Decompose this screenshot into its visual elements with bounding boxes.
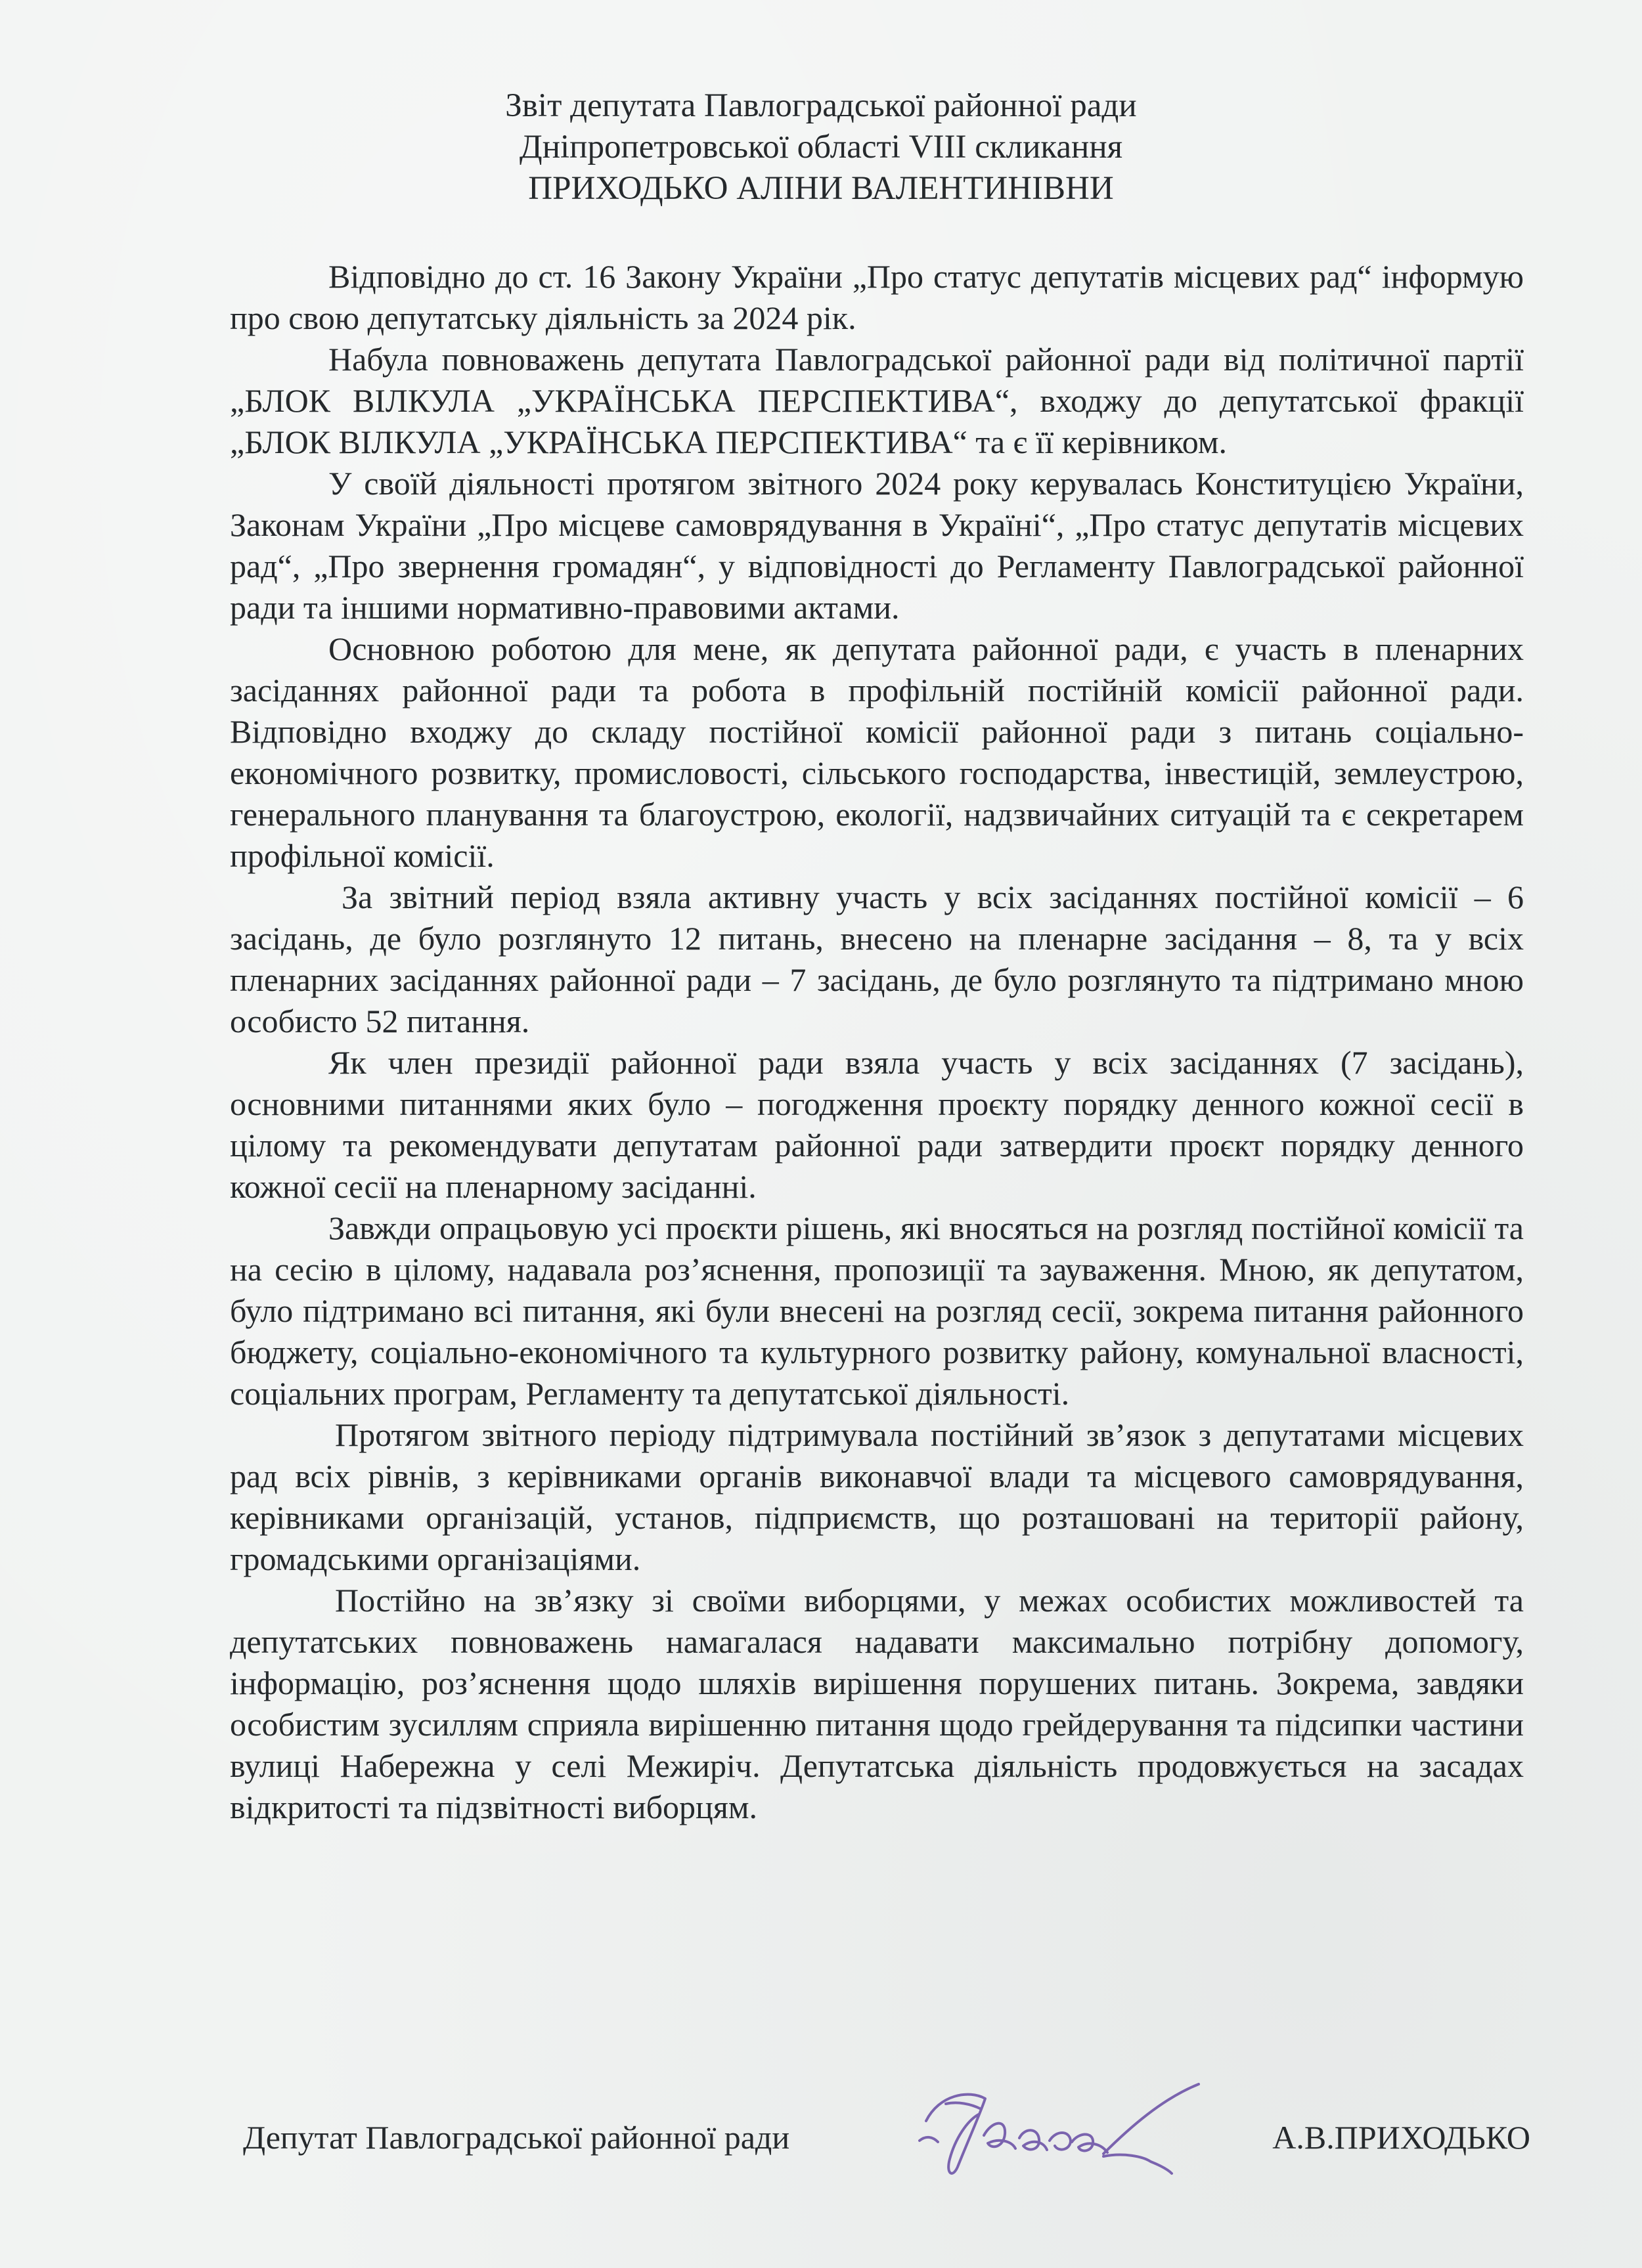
- paragraph-draft-decisions: Завжди опрацьовую усі проєкти рішень, які вносяться на розгляд постійної комісії та на сесію в цілому, надавала роз’яснення, пропозиції та зауваження. Мною, як депутатом, було підтримано всі питання, які були внесені на розгляд сесії, зокрема питання районного бюджету, соціально-економічного та культурного розвитку району, комунальної власності, соціальних програм, Регламенту та депутатської діяльності.: [230, 1210, 1524, 1412]
- signatory-name: А.В.ПРИХОДЬКО: [1272, 2119, 1530, 2156]
- signatory-position: Депутат Павлоградської районної ради: [243, 2119, 790, 2156]
- signature-block: [243, 2095, 1530, 2167]
- paragraph-mandate: Набула повноважень депутата Павлоградської районної ради від політичної партії „БЛОК ВІЛКУЛА „УКРАЇНСЬКА ПЕРСПЕКТИВА“, входжу до депутатської фракції „БЛОК ВІЛКУЛА „УКРАЇНСЬКА ПЕРСПЕКТИВА“ та є її керівником.: [230, 341, 1524, 460]
- document-body: [230, 256, 1524, 1828]
- paragraph-main-work: Основною роботою для мене, як депутата районної ради, є участь в пленарних засіданнях районної ради та робота в профільній постійній комісії районної ради. Відповідно входжу до складу постійної комісії районної ради з питань соціально-економічного розвитку, промисловості, сільського господарства, інвестицій, землеустрою, генерального планування та благоустрою, екології, надзвичайних ситуацій та є секретарем профільної комісії.: [230, 630, 1524, 874]
- paragraph-legal-basis: У своїй діяльності протягом звітного 2024 року керувалась Конституцією України, Законам України „Про місцеве самоврядування в Україні“, „Про статус депутатів місцевих рад“, „Про звернення громадян“, у відповідності до Регламенту Павлоградської районної ради та іншими нормативно-правовими актами.: [230, 465, 1524, 626]
- paragraph-commission-stats: За звітний період взяла активну участь у всіх засіданнях постійної комісії – 6 засідань, де було розглянуто 12 питань, внесено на пленарне засідання – 8, та у всіх пленарних засіданнях районної ради – 7 засідань, де було розглянуто та підтримано мною особисто 52 питання.: [230, 879, 1524, 1039]
- handwritten-signature-icon: [906, 2075, 1209, 2187]
- header-region-line: Дніпропетровської області VIII скликання: [519, 129, 1123, 165]
- header-title-line: Звіт депутата Павлоградської районної ради: [505, 87, 1137, 124]
- paragraph-presidium: Як член президії районної ради взяла участь у всіх засіданнях (7 засідань), основними питаннями яких було – погодження проєкту порядку денного кожної сесії в цілому та рекомендувати депутатам районної ради затвердити проєкт порядку денного кожної сесії на пленарному засіданні.: [230, 1044, 1524, 1205]
- header-deputy-name: ПРИХОДЬКО АЛІНИ ВАЛЕНТИНІВНИ: [528, 170, 1114, 207]
- paragraph-intro: Відповідно до ст. 16 Закону України „Про статус депутатів місцевих рад“ інформую про свою депутатську діяльність за 2024 рік.: [230, 258, 1524, 336]
- paragraph-contacts: Протягом звітного періоду підтримувала постійний зв’язок з депутатами місцевих рад всіх рівнів, з керівниками органів виконавчої влади та місцевого самоврядування, керівниками організацій, установ, підприємств, що розташовані на території району, громадськими організаціями.: [230, 1416, 1524, 1577]
- paragraph-voters: Постійно на зв’язку зі своїми виборцями, у межах особистих можливостей та депутатських повноважень намагалася надавати максимально потрібну допомогу, інформацію, роз’яснення щодо шляхів вирішення порушених питань. Зокрема, завдяки особистим зусиллям сприяла вирішенню питання щодо грейдерування та підсипки частини вулиці Набережна у селі Межиріч. Депутатська діяльність продовжується на засадах відкритості та підзвітності виборцям.: [230, 1582, 1524, 1825]
- document-header: [0, 85, 1642, 209]
